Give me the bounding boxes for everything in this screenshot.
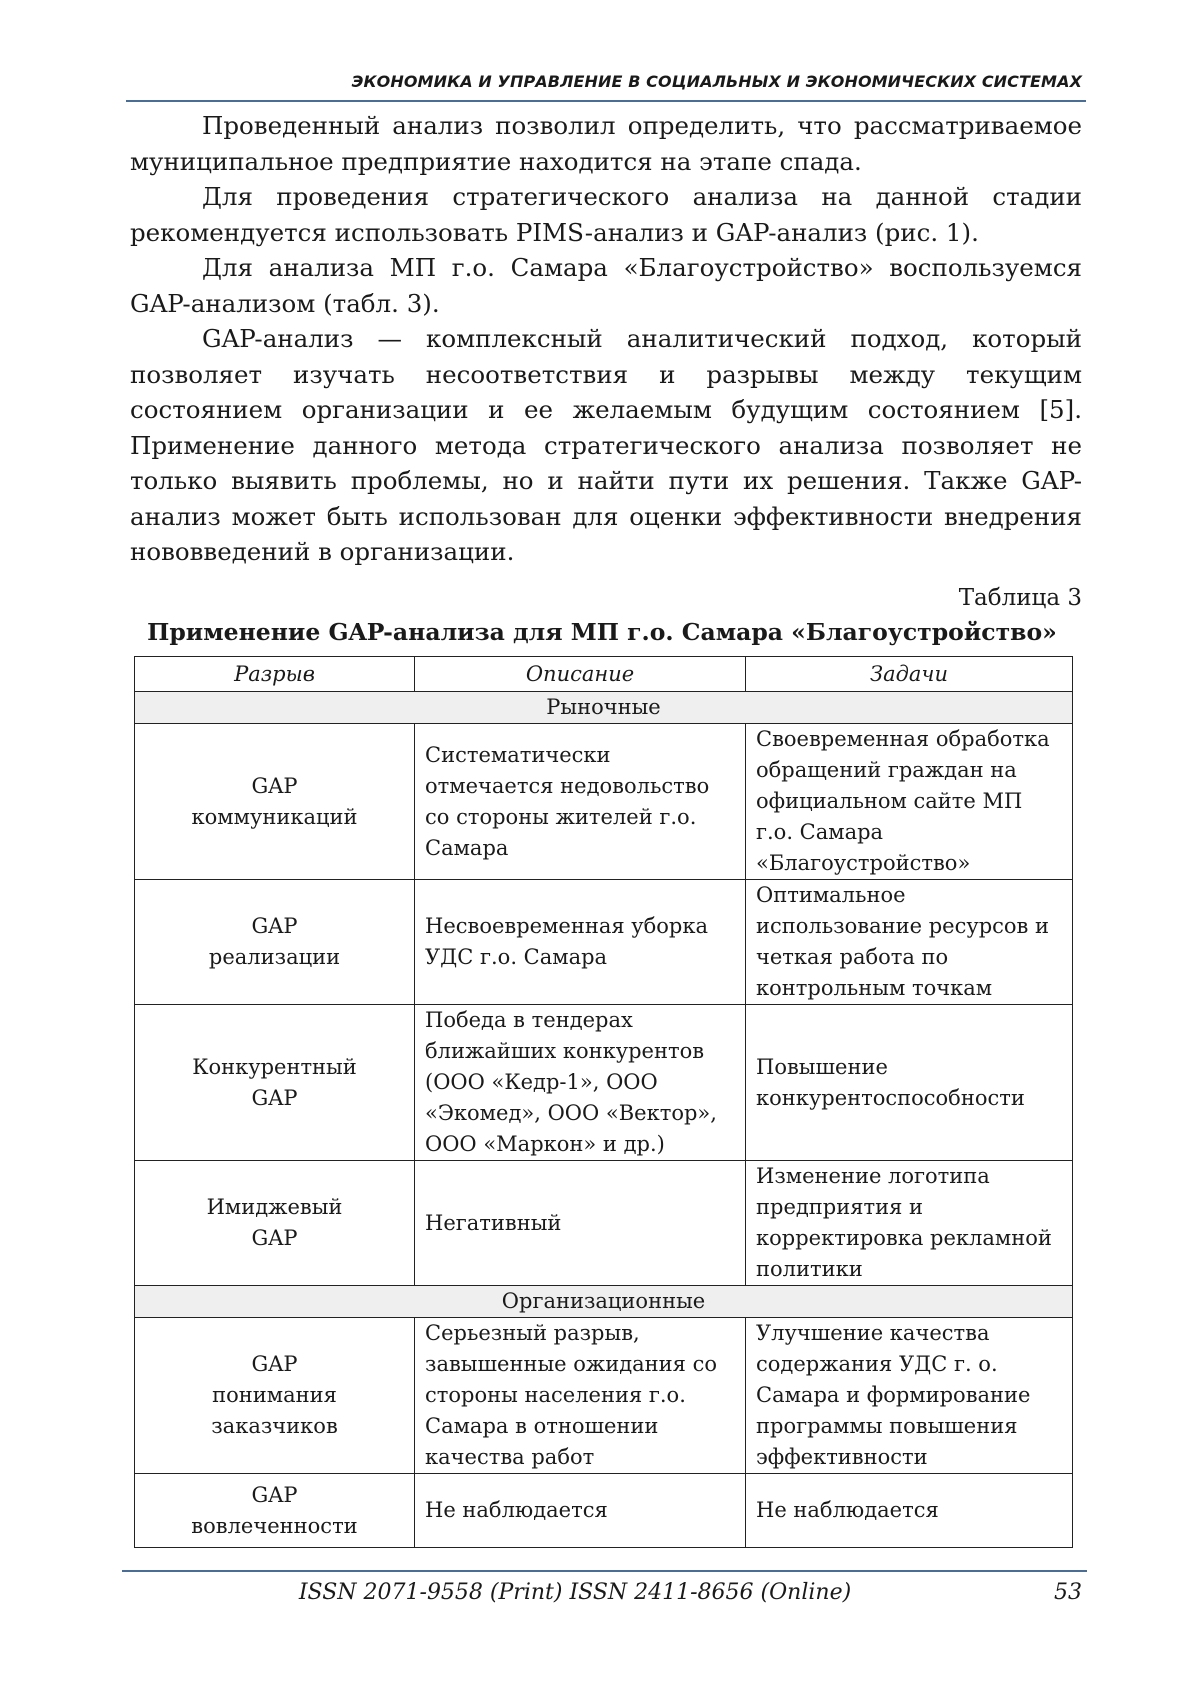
tasks-cell: Оптимальное использование ресурсов и четкая работа по контрольным точкам [746, 880, 1073, 1005]
paragraph-3: Для анализа МП г.о. Самара «Благоустройство» воспользуемся GAP-анализом (табл. 3). [130, 253, 1082, 318]
table-title: Применение GAP-анализа для МП г.о. Самара «Благоустройство» [147, 618, 1057, 646]
header-tasks: Задачи [746, 657, 1073, 692]
gap-cell: GAP вовлеченности [135, 1474, 415, 1548]
footer-issn: ISSN 2071-9558 (Print) ISSN 2411-8656 (Online) [298, 1580, 852, 1605]
running-header: ЭКОНОМИКА И УПРАВЛЕНИЕ В СОЦИАЛЬНЫХ И ЭКОНОМИЧЕСКИХ СИСТЕМАХ [351, 72, 1082, 91]
table-row [135, 724, 1073, 880]
tasks-cell: Изменение логотипа предприятия и корректировка рекламной политики [746, 1161, 1073, 1286]
section-label: Организационные [135, 1286, 1073, 1318]
table-row [135, 1318, 1073, 1474]
section-row-market [135, 692, 1073, 724]
tasks-cell: Повышение конкурентоспособности [746, 1005, 1073, 1161]
tasks-cell: Улучшение качества содержания УДС г. о. Самара и формирование программы повышения эффективности [746, 1318, 1073, 1474]
description-cell: Не наблюдается [415, 1474, 746, 1548]
table-header-row [135, 657, 1073, 692]
section-row-organizational [135, 1286, 1073, 1318]
table-row [135, 880, 1073, 1005]
gap-cell: GAP понимания заказчиков [135, 1318, 415, 1474]
paragraph-1: Проведенный анализ позволил определить, что рассматриваемое муниципальное предприятие находится на этапе спада. [130, 111, 1082, 176]
page-number: 53 [1054, 1580, 1082, 1605]
header-description: Описание [415, 657, 746, 692]
table-row [135, 1474, 1073, 1548]
gap-analysis-table [134, 656, 1073, 1548]
table-number: Таблица 3 [958, 585, 1082, 611]
tasks-cell: Не наблюдается [746, 1474, 1073, 1548]
gap-cell: GAP коммуникаций [135, 724, 415, 880]
paragraph-4: GAP-анализ — комплексный аналитический подход, который позволяет изучать несоответствия и разрывы между текущим состоянием организации и ее желаемым будущим состоянием [5]. Применение данного метода стратегического анализа позволяет не только выявить проблемы, но и найти пути их решения. Также GAP-анализ может быть использован для оценки эффективности внедрения нововведений в организации. [130, 324, 1082, 566]
table-row [135, 1005, 1073, 1161]
description-cell: Несвоевременная уборка УДС г.о. Самара [415, 880, 746, 1005]
tasks-cell: Своевременная обработка обращений граждан на официальном сайте МП г.о. Самара «Благоустройство» [746, 724, 1073, 880]
description-cell: Серьезный разрыв, завышенные ожидания со стороны населения г.о. Самара в отношении качества работ [415, 1318, 746, 1474]
gap-cell: Имиджевый GAP [135, 1161, 415, 1286]
paragraph-2: Для проведения стратегического анализа на данной стадии рекомендуется использовать PIMS-анализ и GAP-анализ (рис. 1). [130, 182, 1082, 247]
description-cell: Победа в тендерах ближайших конкурентов (ООО «Кедр-1», ООО «Экомед», ООО «Вектор», ООО «Маркон» и др.) [415, 1005, 746, 1161]
section-label: Рыночные [135, 692, 1073, 724]
header-gap: Разрыв [135, 657, 415, 692]
header-divider [126, 100, 1086, 102]
description-cell: Негативный [415, 1161, 746, 1286]
gap-cell: Конкурентный GAP [135, 1005, 415, 1161]
description-cell: Систематически отмечается недовольство со стороны жителей г.о. Самара [415, 724, 746, 880]
body-text [130, 108, 1082, 570]
gap-cell: GAP реализации [135, 880, 415, 1005]
table-row [135, 1161, 1073, 1286]
footer-divider [122, 1570, 1087, 1572]
